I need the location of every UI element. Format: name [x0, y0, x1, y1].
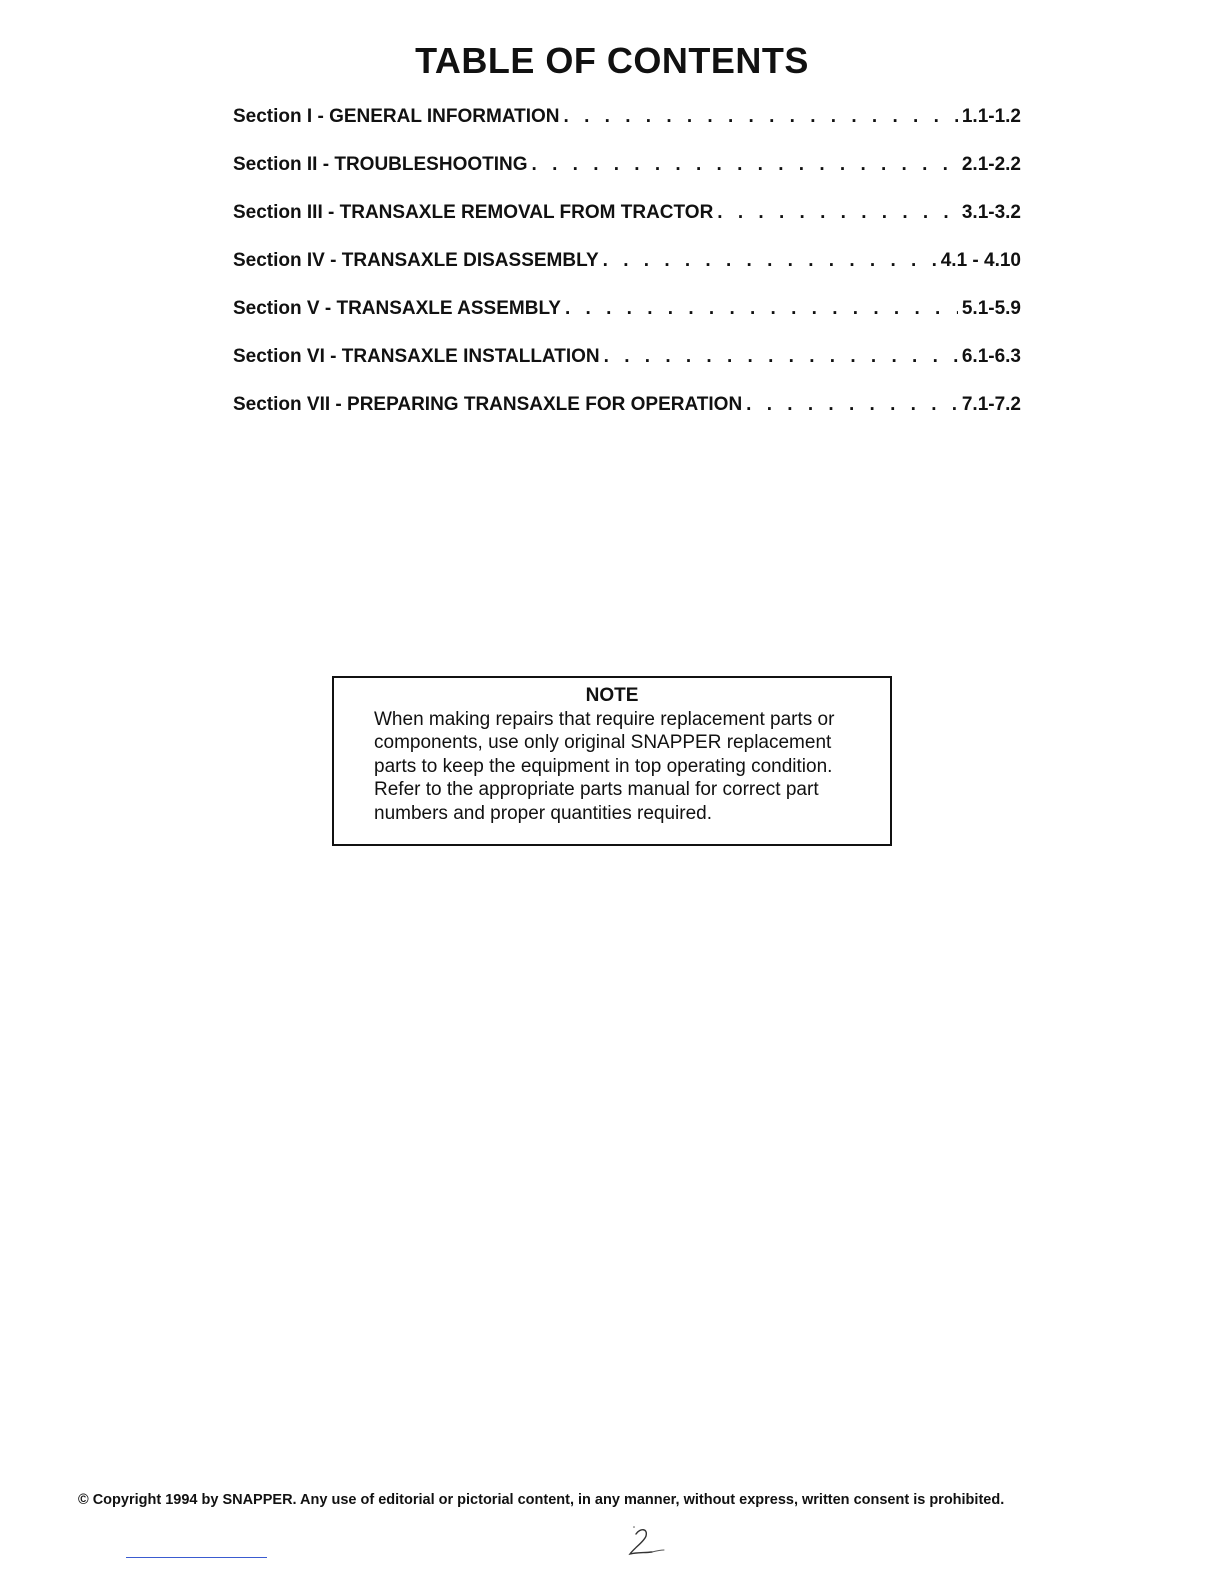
toc-entry-section-7[interactable]	[233, 394, 1021, 442]
toc-entry-section-4[interactable]	[233, 250, 1021, 298]
toc-entry-pages: 6.1-6.3	[961, 346, 1021, 367]
note-box	[332, 676, 892, 846]
toc-entry-section-3[interactable]	[233, 202, 1021, 250]
dot-leader	[717, 202, 958, 224]
page-title: TABLE OF CONTENTS	[415, 40, 809, 81]
toc-entry-label: Section II - TROUBLESHOOTING	[233, 154, 528, 175]
toc-entry-label: Section VI - TRANSAXLE INSTALLATION	[233, 346, 600, 367]
dot-leader	[603, 250, 937, 272]
dot-leader	[746, 394, 958, 416]
toc-entry-section-2[interactable]	[233, 154, 1021, 202]
note-heading: NOTE	[585, 685, 639, 706]
dot-leader	[532, 154, 958, 176]
toc-entry-pages: 2.1-2.2	[961, 154, 1021, 175]
toc-entry-pages: 1.1-1.2	[961, 106, 1021, 127]
dot-leader	[565, 298, 958, 320]
toc-entry-label: Section IV - TRANSAXLE DISASSEMBLY	[233, 250, 599, 271]
handwritten-page-mark	[622, 1524, 666, 1560]
dot-leader	[604, 346, 958, 368]
toc-entry-section-1[interactable]	[233, 106, 1021, 154]
dot-leader	[564, 106, 958, 128]
divider-rule	[126, 1557, 267, 1558]
note-body: When making repairs that require replacement parts or components, use only original SNAPPER replacement parts to keep the equipment in top operating condition. Refer to the appropriate parts manual for correct part numbers and proper quantities required.	[374, 708, 835, 824]
toc-entry-pages: 3.1-3.2	[961, 202, 1021, 223]
toc-entry-pages: 5.1-5.9	[961, 298, 1021, 319]
toc-entry-pages: 4.1 - 4.10	[940, 250, 1021, 271]
toc-entry-section-5[interactable]	[233, 298, 1021, 346]
toc-entry-label: Section V - TRANSAXLE ASSEMBLY	[233, 298, 561, 319]
toc-entry-section-6[interactable]	[233, 346, 1021, 394]
toc-entry-pages: 7.1-7.2	[961, 394, 1021, 415]
copyright-notice: © Copyright 1994 by SNAPPER. Any use of editorial or pictorial content, in any manner, without express, written consent is prohibited.	[78, 1492, 1005, 1508]
toc-entry-label: Section VII - PREPARING TRANSAXLE FOR OPERATION	[233, 394, 743, 415]
toc-entry-label: Section III - TRANSAXLE REMOVAL FROM TRACTOR	[233, 202, 714, 223]
table-of-contents	[233, 106, 1021, 442]
toc-entry-label: Section I - GENERAL INFORMATION	[233, 106, 560, 127]
